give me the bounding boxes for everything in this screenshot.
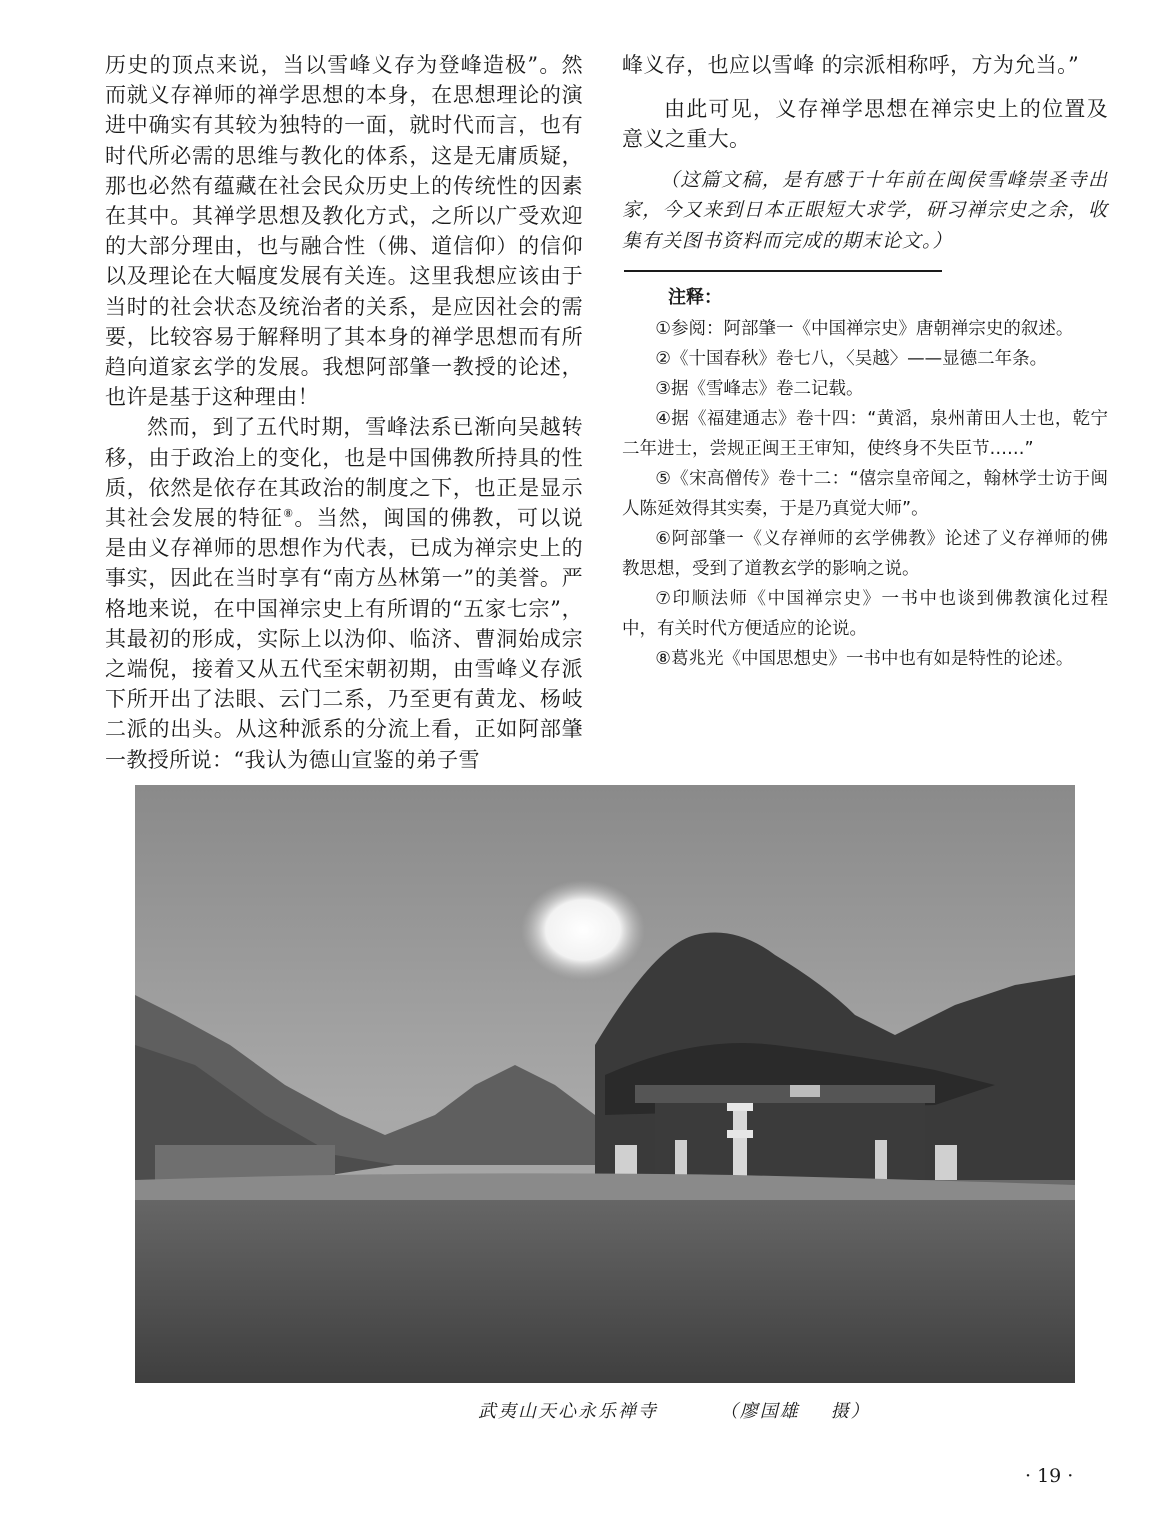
footnote: ⑧葛兆光《中国思想史》一书中也有如是特性的论述。: [655, 649, 1074, 670]
temple-eave: [635, 1085, 935, 1103]
footnote: ②《十国春秋》卷七八，〈吴越〉——显德二年条。: [655, 349, 1048, 370]
body-paragraph: [105, 412, 583, 774]
body-paragraph: 由此可见，义存禅学思想在禅宗史上的位置及意义之重大。: [622, 97, 1108, 152]
footnote: ⑤《宋高僧传》卷十二：“僖宗皇帝闻之，翰林学士访于闽人陈延效得其实奏，于是乃真觉大师”。: [622, 469, 1108, 520]
paragraph-text: 。当然，闽国的佛教，可以说是由义存禅师的思想作为代表，已成为禅宗史上的事实，因此在当时享有“南方丛林第一”的美誉。严格地来说，在中国禅宗史上有所谓的“五家七宗”，其最初的形成，实际上以沩仰、临济、曹洞始成宗之端倪，接着又从五代至宋朝初期，由雪峰义存派下所开出了法眼、云门二系，乃至更有黄龙、杨岐二派的出头。从这种派系的分流上看，正如阿部肇一教授所说：“我认为德山宣鉴的弟子雪: [105, 506, 584, 772]
sun-glow: [521, 880, 645, 980]
body-paragraph: 峰义存，也应以雪峰 的宗派相称呼，方为允当。”: [622, 53, 1080, 77]
author-note: （这篇文稿，是有感于十年前在闽侯雪峰崇圣寺出家，今又来到日本正眼短大求学，研习禅宗史之余，收集有关图书资料而完成的期末论文。）: [622, 168, 1108, 252]
footnote: ⑥阿部肇一《义存禅师的玄学佛教》论述了义存禅师的佛教思想，受到了道教玄学的影响之说。: [622, 529, 1108, 580]
photo-caption: 武夷山天心永乐禅寺 （廖国雄 摄）: [478, 1401, 871, 1422]
notes-heading: 注释：: [668, 287, 722, 309]
body-paragraph: 历史的顶点来说，当以雪峰义存为登峰造极”。然而就义存禅师的禅学思想的本身，在思想理论的演进中确实有其较为独特的一面，就时代而言，也有时代所必需的思维与教化的体系，这是无庸质疑，那也必然有蕴藏在社会民众历史上的传统性的因素在其中。其禅学思想及教化方式，之所以广受欢迎的大部分理由，也与融合性（佛、道信仰）的信仰以及理论在大幅度发展有关连。这里我想应该由于当时的社会状态及统治者的关系，是应因社会的需要，比较容易于解释明了其本身的禅学思想而有所趋向道家玄学的发展。我想阿部肇一教授的论述，也许是基于这种理由！: [105, 53, 583, 410]
footnote-ref[interactable]: ⑧: [283, 507, 295, 521]
page-number: · 19 ·: [1025, 1465, 1074, 1487]
footnote: ③据《雪峰志》卷二记载。: [655, 379, 864, 400]
footnote: ⑦印顺法师《中国禅宗史》一书中也谈到佛教演化过程中，有关时代方便适应的论说。: [622, 589, 1108, 640]
left-column: [105, 50, 583, 775]
footnotes-list: [622, 314, 1108, 674]
temple-plaque: [790, 1085, 820, 1097]
footnote: ①参阅：阿部肇一《中国禅宗史》唐朝禅宗史的叙述。: [655, 319, 1074, 340]
divider: [624, 270, 942, 272]
footnote: ④据《福建通志》卷十四：“黄滔，泉州莆田人士也，乾宁二年进士，尝规正闽王王审知，使终身不失臣节……”: [622, 409, 1108, 460]
paragraph-text: 然而，到了五代时期，雪峰法系已渐向吴越转移，由于政治上的变化，也是中国佛教所持具的性质，依然是依存在其政治的制度之下，也正是显示其社会发展的特征: [105, 415, 583, 531]
courtyard: [135, 1180, 1075, 1383]
temple-photo: [135, 785, 1075, 1383]
stone-lion: [935, 1145, 957, 1185]
right-column: [622, 50, 1108, 674]
